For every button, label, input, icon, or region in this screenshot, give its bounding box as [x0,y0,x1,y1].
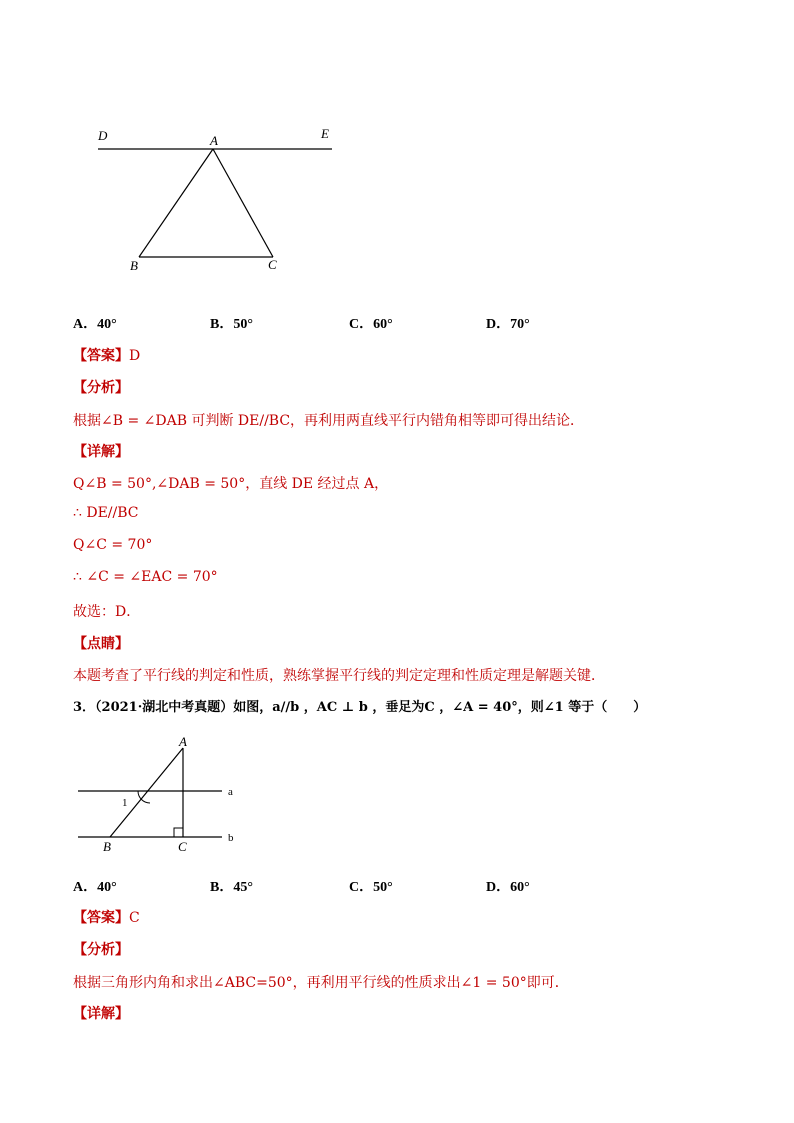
segment-ac [213,149,273,257]
q3-analysis-tag: 【分析】 [73,942,129,958]
q2-analysis-tag: 【分析】 [73,380,129,396]
q2-option-b-value: 50° [233,317,253,332]
q2-detail-line-5: 故选：D． [73,604,141,620]
q2-detail-line-4: ∴ ∠C = ∠EAC = 70° [73,569,218,585]
label-b-point: B [103,839,111,854]
q3-option-d-value: 60° [510,880,530,895]
q2-option-b-letter: B． [210,317,234,332]
q3-answer-tag: 【答案】 [73,910,129,926]
q2-option-c [349,313,393,333]
q2-detail-tag: 【详解】 [73,444,129,460]
q3-option-a-letter: A． [73,880,98,895]
q2-answer-tag: 【答案】 [73,348,129,364]
q2-option-c-letter: C． [349,317,374,332]
q2-option-a-value: 40° [97,317,117,332]
q2-detail-line-2: ∴ DE//BC [73,505,139,521]
q3-option-c-value: 50° [373,880,393,895]
q2-comment-text: 本题考查了平行线的判定和性质，熟练掌握平行线的判定定理和性质定理是解题关键． [73,668,605,684]
label-line-b: b [228,832,234,844]
label-a: A [210,133,218,148]
q3-analysis-text: 根据三角形内角和求出∠ABC=50°，再利用平行线的性质求出∠1 = 50°即可． [73,975,569,991]
label-c: C [268,257,277,272]
q2-option-d-value: 70° [510,317,530,332]
q3-option-d-letter: D． [486,880,511,895]
segment-ab [139,149,213,257]
q3-option-c [349,876,393,896]
figure-triangle-parallel [80,120,360,280]
q2-option-d-letter: D． [486,317,511,332]
q3-option-b-value: 45° [233,880,253,895]
q2-analysis-text: 根据∠B = ∠DAB 可判断 DE//BC，再利用两直线平行内错角相等即可得出结论． [73,413,585,429]
label-line-a: a [228,786,233,798]
q2-option-d [486,313,530,333]
q3-option-b-letter: B． [210,880,234,895]
q2-option-a [73,313,117,333]
label-e: E [321,126,329,141]
q3-option-c-letter: C． [349,880,374,895]
right-angle-marker [174,828,183,837]
q3-option-b [210,876,253,896]
q2-comment-tag: 【点睛】 [73,636,129,652]
segment-ab [110,748,183,837]
q3-question: 3．（2021·湖北中考真题）如图，a//b ，AC ⊥ b ，垂足为C ，∠A = 40°，则∠1 等于（ ） [73,700,647,715]
label-angle-1: 1 [122,797,128,809]
q2-option-b [210,313,253,333]
q2-answer-value: D [129,348,141,364]
figure-parallel-lines [70,730,260,860]
label-c-point: C [178,839,187,854]
q2-option-c-value: 60° [373,317,393,332]
label-d: D [98,128,108,143]
q2-detail-line-1: Q∠B = 50°,∠DAB = 50°，直线 DE 经过点 A， [73,476,389,492]
label-b: B [130,258,138,273]
label-a-point: A [179,734,187,749]
q2-option-a-letter: A． [73,317,98,332]
q3-option-a-value: 40° [97,880,117,895]
q2-detail-line-3: Q∠C = 70° [73,537,153,553]
q2-answer-line [73,345,140,365]
q3-option-d [486,876,530,896]
q3-detail-tag: 【详解】 [73,1006,129,1022]
q3-option-a [73,876,117,896]
q3-answer-line [73,907,140,927]
q3-answer-value: C [129,910,140,926]
